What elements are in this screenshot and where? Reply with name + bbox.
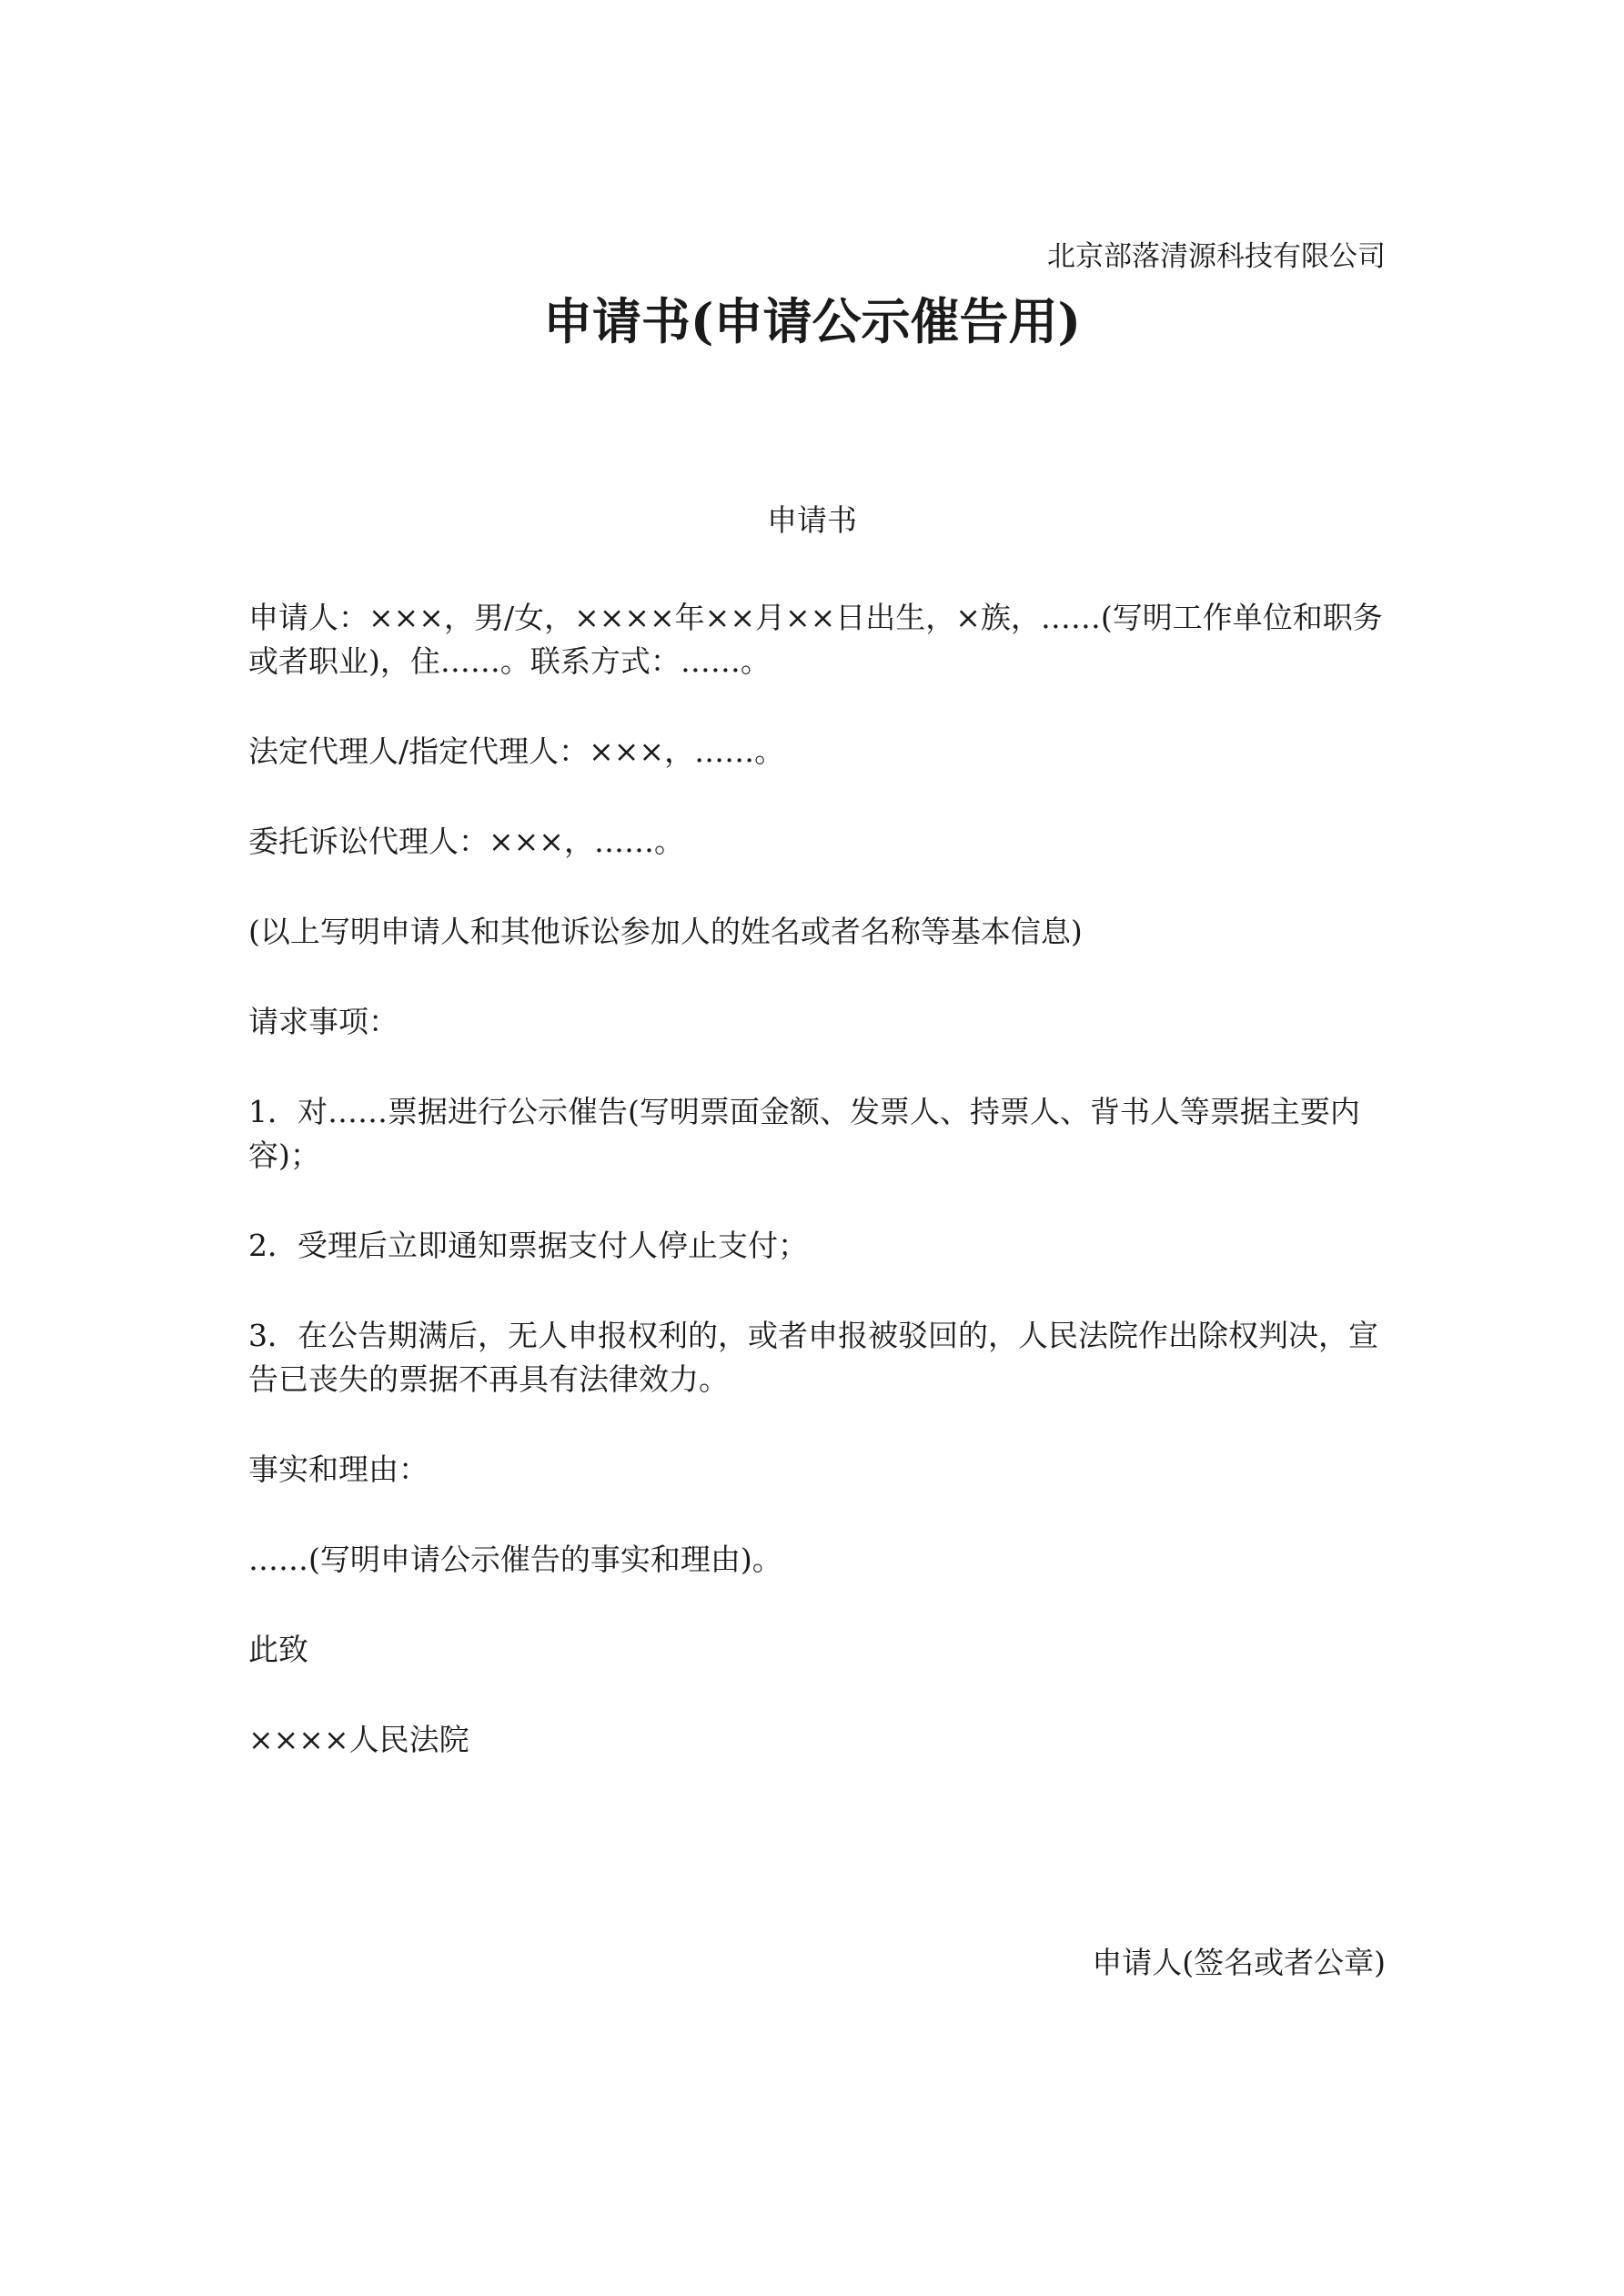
- document-title: 申请书(申请公示催告用): [542, 292, 1082, 350]
- court-name: ××××人民法院: [248, 1722, 469, 1757]
- document-subtitle: 申请书: [767, 502, 857, 538]
- company-name: 北京部落清源科技有限公司: [1047, 240, 1386, 273]
- claim-item-3: 3．在公告期满后，无人申报权利的，或者申报被驳回的，人民法院作出除权判决，宣告已丧失的票据不再具有法律效力。: [248, 1318, 1378, 1397]
- document-body: [248, 596, 1386, 1808]
- legal-agent-info: 法定代理人/指定代理人：×××，……。: [248, 733, 785, 769]
- facts-heading: 事实和理由：: [248, 1451, 429, 1487]
- claims-heading: 请求事项：: [248, 1004, 398, 1039]
- participants-note: (以上写明申请人和其他诉讼参加人的姓名或者名称等基本信息): [248, 914, 1083, 949]
- litigation-agent-info: 委托诉讼代理人：×××，……。: [248, 824, 684, 859]
- applicant-info: 申请人：×××，男/女，××××年××月××日出生，×族，……(写明工作单位和职务或者职业)，住……。联系方式：……。: [248, 600, 1383, 679]
- salutation: 此致: [248, 1632, 308, 1667]
- facts-content: ……(写明申请公示催告的事实和理由)。: [248, 1542, 782, 1577]
- claim-item-1: 1．对……票据进行公示催告(写明票面金额、发票人、持票人、背书人等票据主要内容)；: [248, 1094, 1360, 1173]
- claim-item-2: 2．受理后立即通知票据支付人停止支付；: [248, 1228, 808, 1263]
- signature-line: 申请人(签名或者公章): [1092, 1945, 1386, 1980]
